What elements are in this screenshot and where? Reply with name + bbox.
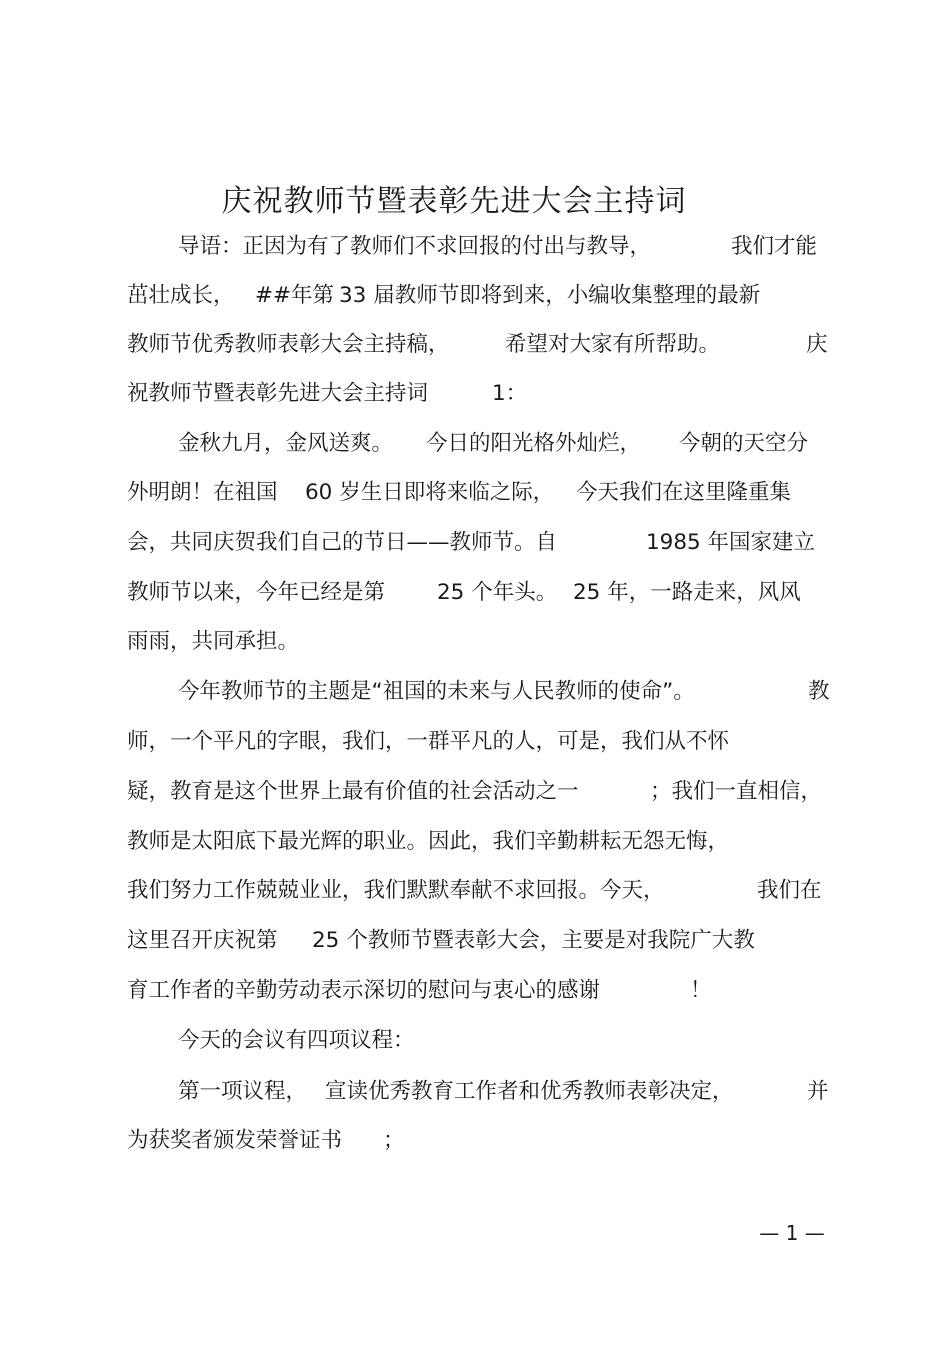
text-line: 教师是太阳底下最光辉的职业。因此，我们辛勤耕耘无怨无悔， — [127, 829, 730, 854]
text-line: 祝教师节暨表彰先进大会主持词 1： — [127, 381, 528, 406]
text-line: 疑，教育是这个世界上最有价值的社会活动之一 ；我们一直相信， — [127, 779, 823, 804]
text-line: 雨雨，共同承担。 — [127, 629, 300, 654]
text-line: 茁壮成长， ##年第 33 届教师节即将到来，小编收集整理的最新 — [127, 283, 761, 308]
text-line: 外明朗！在祖国 60 岁生日即将来临之际， 今天我们在这里隆重集 — [127, 480, 792, 505]
text-line: 金秋九月，金风送爽。 今日的阳光格外灿烂， 今朝的天空分 — [178, 431, 809, 456]
text-line: 教师节以来，今年已经是第 25 个年头。 25 年，一路走来，风风 — [127, 580, 801, 605]
text-line: 这里召开庆祝第 25 个教师节暨表彰大会，主要是对我院广大教 — [127, 928, 755, 953]
text-line: 我们努力工作兢兢业业，我们默默奉献不求回报。今天， 我们在 — [127, 878, 822, 903]
text-line: 师，一个平凡的字眼，我们，一群平凡的人，可是，我们从不怀 — [127, 729, 730, 754]
text-line: 会，共同庆贺我们自己的节日——教师节。自 1985 年国家建立 — [127, 530, 816, 555]
text-line: 今年教师节的主题是“祖国的未来与人民教师的使命”。 教 — [178, 679, 830, 704]
document-title: 庆祝教师节暨表彰先进大会主持词 — [221, 184, 687, 219]
text-line: 今天的会议有四项议程： — [178, 1028, 415, 1053]
text-line: 为获奖者颁发荣誉证书 ； — [127, 1128, 405, 1153]
text-line: 育工作者的辛勤劳动表示深切的慰问与衷心的感谢 ！ — [127, 978, 712, 1003]
page-number: — 1 — — [759, 1221, 825, 1245]
text-line: 第一项议程， 宣读优秀教育工作者和优秀教师表彰决定， 并 — [178, 1079, 829, 1104]
text-line: 教师节优秀教师表彰大会主持稿， 希望对大家有所帮助。 庆 — [127, 332, 828, 357]
text-line: 导语：正因为有了教师们不求回报的付出与教导， 我们才能 — [178, 234, 818, 259]
